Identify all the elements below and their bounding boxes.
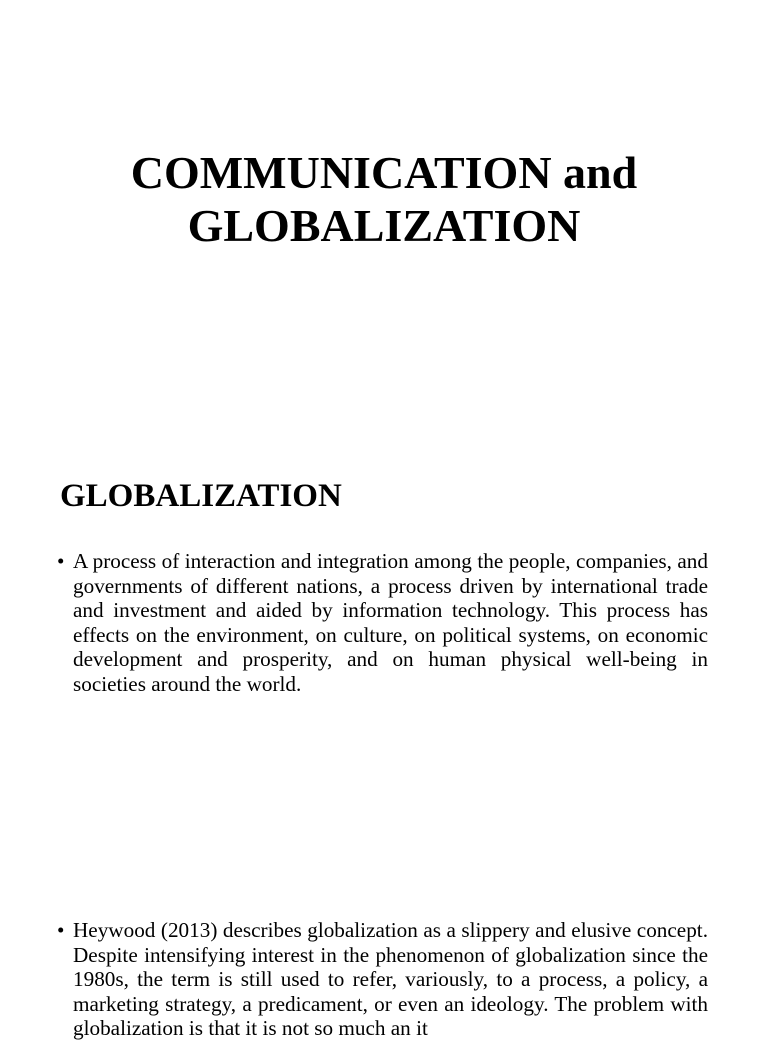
- bullet-text: Heywood (2013) describes globalization as a slippery and elusive concept. Despite intensifying interest in the phenomenon of globalization since the 1980s, the term is still used to refer, variously, to a process, a policy, a marketing strategy, a predicament, or even an ideology. The problem with globalization is that it is not so much an it: [73, 918, 708, 1041]
- slide-title-line-1: COMMUNICATION and: [130, 147, 638, 198]
- slide-title: [0, 146, 768, 252]
- bullet-item-definition: [57, 549, 708, 697]
- bullet-text: A process of interaction and integration among the people, companies, and governments of different nations, a process driven by international trade and investment and aided by information technology. This process has effects on the environment, on culture, on political systems, on economic development and prosperity, and on human physical well-being in societies around the world.: [73, 549, 708, 696]
- bullet-point-icon: •: [57, 918, 65, 942]
- slide-title-line-2: GLOBALIZATION: [187, 200, 581, 251]
- bullet-item-heywood: [57, 918, 708, 1041]
- section-heading: GLOBALIZATION: [60, 478, 342, 514]
- bullet-point-icon: •: [57, 549, 65, 573]
